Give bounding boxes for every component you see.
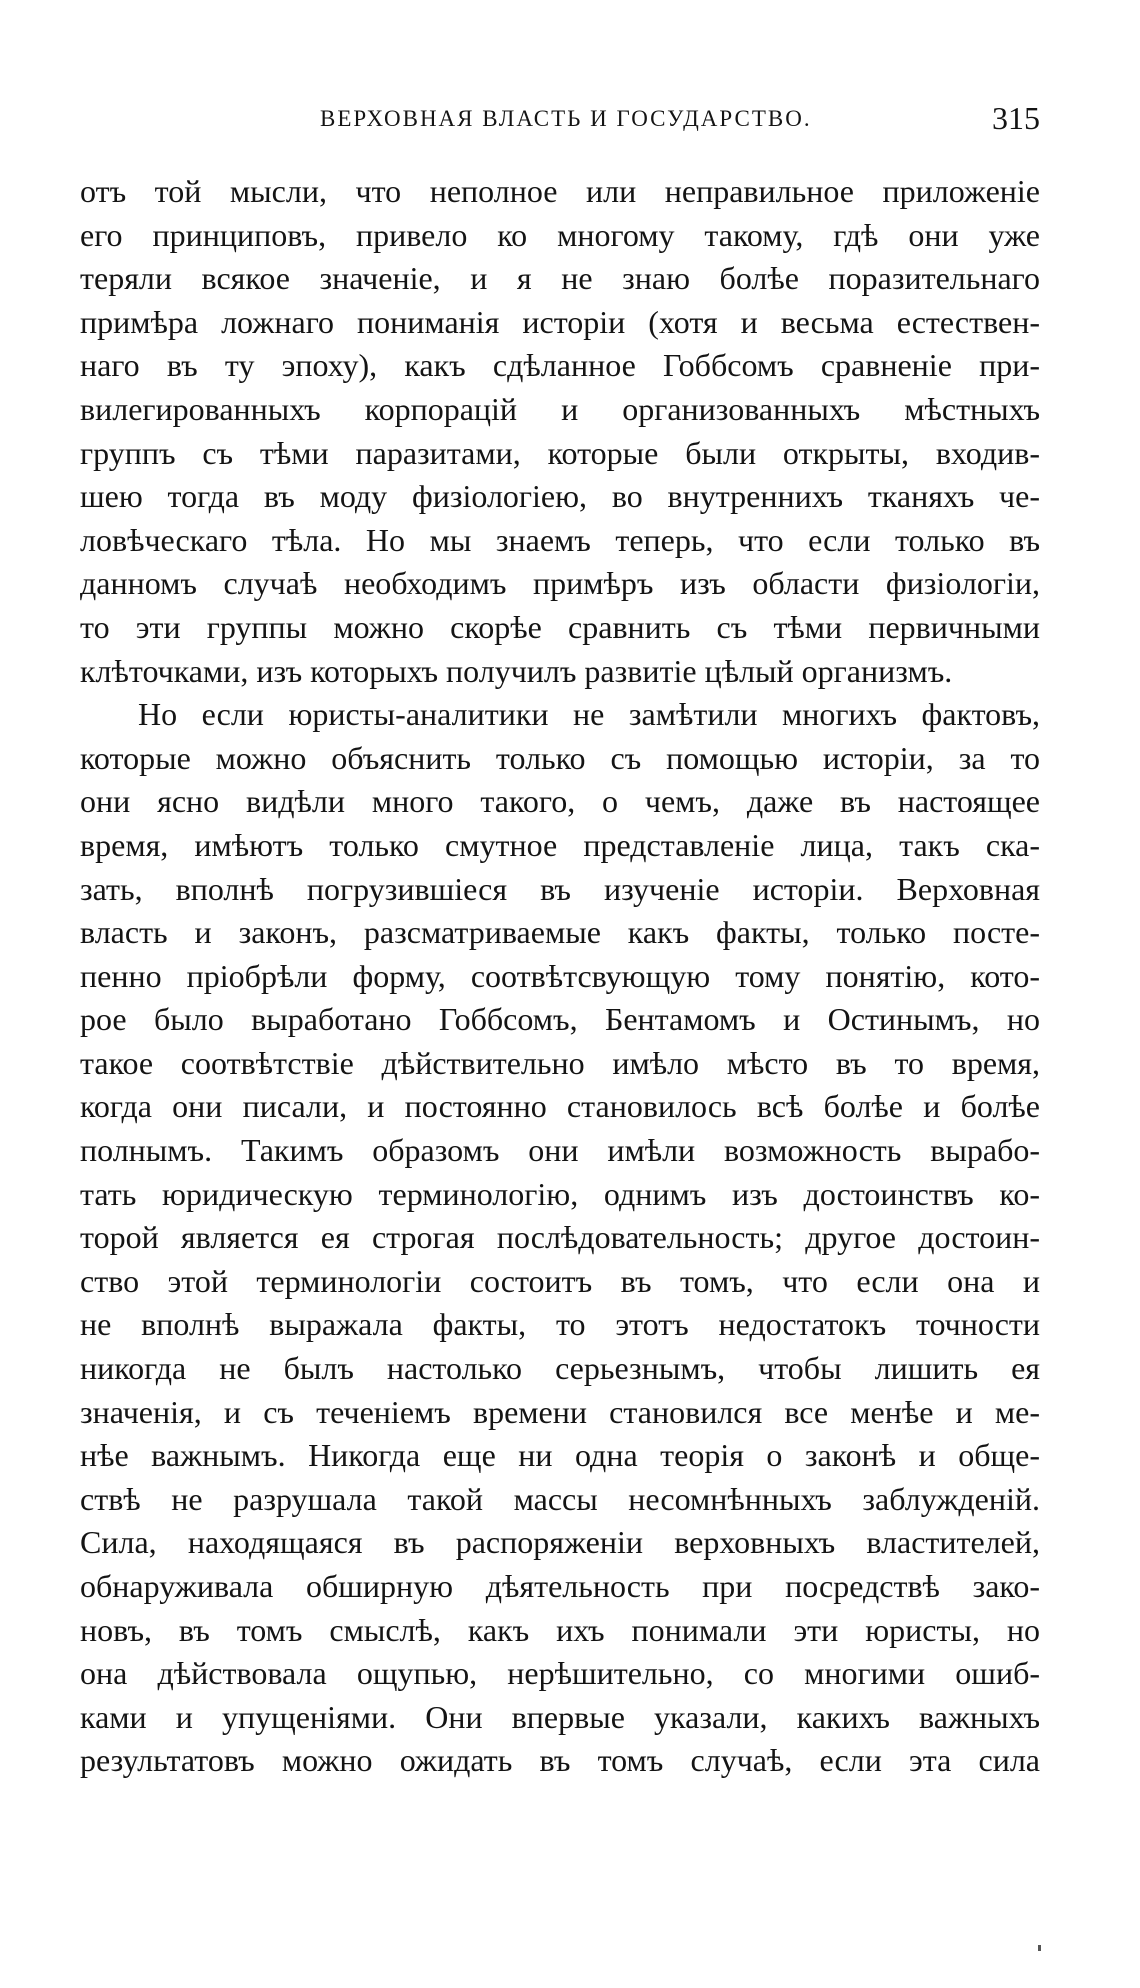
text-line: его принциповъ, привело ко многому такому, гдѣ они уже xyxy=(80,216,1040,253)
text-line: новъ, въ томъ смыслѣ, какъ ихъ понимали эти юристы, но xyxy=(80,1611,1040,1648)
text-line: ствѣ не разрушала такой массы несомнѣнныхъ заблужденій. xyxy=(80,1480,1040,1517)
text-line: Но если юристы-аналитики не замѣтили многихъ фактовъ, xyxy=(138,696,1040,733)
running-head: ВЕРХОВНАЯ ВЛАСТЬ И ГОСУДАРСТВО. xyxy=(320,106,812,131)
text-line: никогда не былъ настолько серьезнымъ, чтобы лишить ея xyxy=(80,1350,1040,1387)
text-line: отъ той мысли, что неполное или неправильное приложеніе xyxy=(80,173,1040,209)
text-line: теряли всякое значеніе, и я не знаю болѣе поразительнаго xyxy=(80,260,1040,297)
page-number: 315 xyxy=(992,100,1040,136)
text-line: вилегированныхъ корпорацій и организованныхъ мѣстныхъ xyxy=(80,390,1040,427)
text-line: обнаруживала обширную дѣятельность при посредствѣ зако- xyxy=(80,1568,1040,1604)
text-line: они ясно видѣли много такого, о чемъ, даже въ настоящее xyxy=(80,783,1040,820)
text-line: Сила, находящаяся въ распоряженіи верховныхъ властителей, xyxy=(80,1524,1040,1561)
text-line: то эти группы можно скорѣе сравнить съ тѣми первичными xyxy=(80,608,1040,645)
text-line: ство этой терминологіи состоитъ въ томъ, что если она и xyxy=(80,1262,1040,1299)
text-line: значенія, и съ теченіемъ времени становился все менѣе и ме- xyxy=(80,1393,1040,1430)
text-line: результатовъ можно ожидать въ томъ случаѣ, если эта сила xyxy=(80,1742,1040,1779)
text-line: группъ съ тѣми паразитами, которые были открыты, входив- xyxy=(80,434,1040,471)
paragraph xyxy=(80,170,1040,693)
text-line: наго въ ту эпоху), какъ сдѣланное Гоббсомъ сравненіе при- xyxy=(80,347,1040,384)
text-line: шею тогда въ моду физіологіею, во внутреннихъ тканяхъ че- xyxy=(80,478,1040,515)
text-line: клѣточками, изъ которыхъ получилъ развитіе цѣлый организмъ. xyxy=(80,652,953,689)
text-line: время, имѣютъ только смутное представленіе лица, такъ ска- xyxy=(80,826,1040,863)
print-speck xyxy=(1038,1945,1041,1951)
text-line: пенно пріобрѣли форму, соотвѣтсвующую тому понятію, кото- xyxy=(80,957,1040,994)
body-text xyxy=(80,170,1040,1783)
text-line: полнымъ. Такимъ образомъ они имѣли возможность вырабо- xyxy=(80,1132,1040,1169)
text-line: такое соотвѣтствіе дѣйствительно имѣло мѣсто въ то время, xyxy=(80,1044,1040,1081)
text-line: власть и законъ, разсматриваемые какъ факты, только посте- xyxy=(80,914,1040,951)
text-line: нѣе важнымъ. Никогда еще ни одна теорія о законѣ и обще- xyxy=(80,1437,1040,1474)
text-line: торой является ея строгая послѣдовательность; другое достоин- xyxy=(80,1219,1040,1256)
page-header xyxy=(320,100,1040,140)
text-line: она дѣйствовала ощупью, нерѣшительно, со многими ошиб- xyxy=(80,1655,1040,1692)
text-line: ловѣческаго тѣла. Но мы знаемъ теперь, что если только въ xyxy=(80,521,1040,558)
text-line: рое было выработано Гоббсомъ, Бентамомъ и Остинымъ, но xyxy=(80,1001,1040,1038)
text-line: ками и упущеніями. Они впервые указали, какихъ важныхъ xyxy=(80,1698,1040,1735)
text-line: не вполнѣ выражала факты, то этотъ недостатокъ точности xyxy=(80,1306,1040,1343)
text-line: которые можно объяснить только съ помощью исторіи, за то xyxy=(80,739,1040,776)
paragraph xyxy=(80,693,1040,1783)
text-line: когда они писали, и постоянно становилось всѣ болѣе и болѣе xyxy=(80,1088,1040,1125)
text-line: зать, вполнѣ погрузившіеся въ изученіе исторіи. Верховная xyxy=(80,870,1040,907)
text-line: тать юридическую терминологію, однимъ изъ достоинствъ ко- xyxy=(80,1175,1040,1212)
text-line: данномъ случаѣ необходимъ примѣръ изъ области физіологіи, xyxy=(80,565,1040,602)
text-line: примѣра ложнаго пониманія исторіи (хотя и весьма естествен- xyxy=(80,303,1040,340)
